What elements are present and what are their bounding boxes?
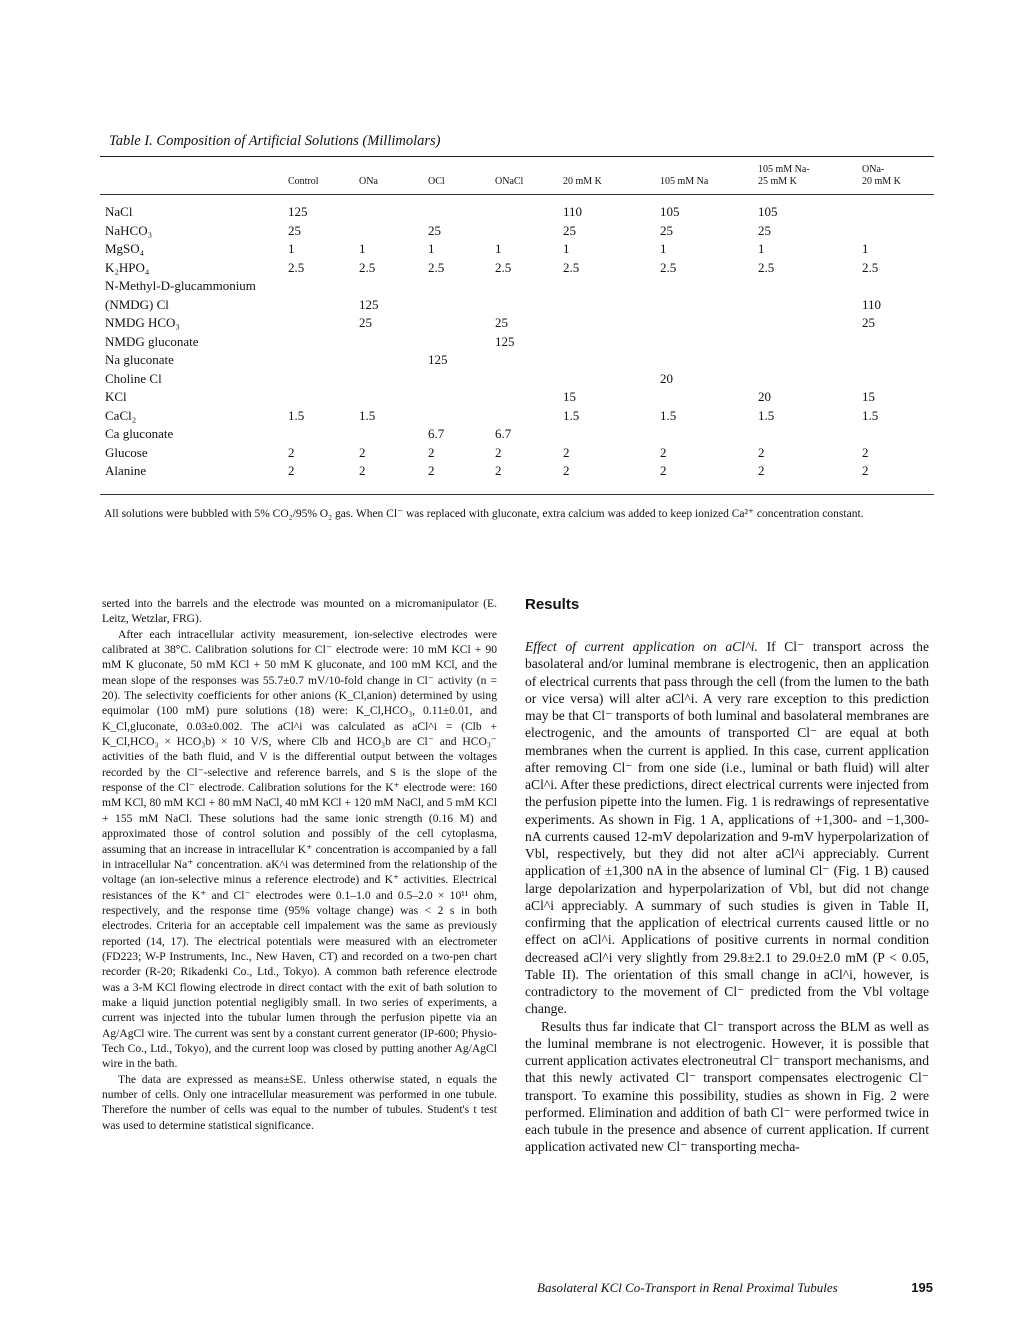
row-label: NMDG gluconate <box>105 333 199 349</box>
table-cell: 2 <box>660 444 667 460</box>
table-cell <box>359 425 428 444</box>
table-cell <box>359 388 428 407</box>
table-cell <box>758 296 862 315</box>
table-cell <box>495 388 563 407</box>
table-cell <box>359 222 428 241</box>
table-cell <box>563 370 660 389</box>
table-row <box>100 222 934 241</box>
table-cell: 2.5 <box>359 259 376 275</box>
table-cell: 125 <box>428 352 448 367</box>
table-cell: 110 <box>563 204 583 219</box>
table-cell: 2 <box>660 463 667 478</box>
table-cell: 25 <box>563 222 576 238</box>
column-header: 20 mM K <box>563 164 660 195</box>
column-header: ONaCl <box>495 164 563 195</box>
table-cell: 1 <box>495 241 502 256</box>
table-cell <box>862 333 934 352</box>
table-cell: 105 <box>758 204 778 219</box>
table-cell: 2 <box>563 444 570 460</box>
table-cell <box>288 296 359 315</box>
table-cell: 105 <box>660 204 680 219</box>
table-row <box>100 259 934 278</box>
table-cell: 2 <box>428 444 435 460</box>
table-cell <box>495 407 563 426</box>
row-label: MgSO₄ <box>105 241 145 256</box>
table-cell <box>288 388 359 407</box>
table-cell <box>758 277 862 296</box>
table-cell <box>428 388 495 407</box>
row-label: (NMDG) Cl <box>105 296 169 312</box>
table-cell <box>862 195 934 222</box>
table-header-row <box>100 164 934 195</box>
table-cell <box>563 296 660 315</box>
table-cell <box>660 351 758 370</box>
table-cell: 25 <box>495 315 508 330</box>
row-label: NaHCO₃ <box>105 222 153 238</box>
row-label: KCl <box>105 389 127 404</box>
paragraph: The data are expressed as means±SE. Unless otherwise stated, n equals the number of cells. Only one intracellular measurement was performed in one tubule. Therefore the number of cells was equal to the number of tubules. Student's t test was used to determine statistical significance. <box>102 1072 497 1132</box>
table-cell <box>359 277 428 296</box>
column-header: ONa- 20 mM K <box>862 164 934 195</box>
table-cell: 1 <box>758 241 765 256</box>
run-in-heading: Effect of current application on aCl^i. <box>525 639 758 654</box>
table-cell: 2 <box>288 444 295 460</box>
table-cell <box>288 314 359 333</box>
table-cell <box>758 425 862 444</box>
paragraph <box>525 638 929 1018</box>
table-row <box>100 314 934 333</box>
table-cell <box>428 296 495 315</box>
row-label: K₂HPO₄ <box>105 259 150 275</box>
table-cell <box>758 333 862 352</box>
table-cell: 2 <box>758 463 765 478</box>
table-cell <box>563 351 660 370</box>
table-cell: 1.5 <box>563 407 580 423</box>
column-header: Control <box>288 164 359 195</box>
table-cell <box>862 425 934 444</box>
table-cell <box>862 222 934 241</box>
table-cell: 2 <box>758 444 765 460</box>
table-row <box>100 277 934 296</box>
table-cell <box>359 195 428 222</box>
table-cell: 1.5 <box>758 407 775 423</box>
table-cell <box>758 351 862 370</box>
table-cell: 25 <box>660 222 673 238</box>
table-cell <box>660 277 758 296</box>
table-row <box>100 462 934 481</box>
table-cell: 25 <box>288 222 301 238</box>
paragraph-text: If Cl⁻ transport across the basolateral and/or luminal membrane is electrogenic, then an application of electrical currents that pass through the cell (from the lumen to the bath or vice versa) will alter aCl^i. A very rare exception to this prediction may be that Cl⁻ transports of both luminal and basolateral membranes are electrogenic, and the amounts of transported Cl⁻ are equal at both membranes when the current is applied. In this case, current application after removing Cl⁻ from one side (i.e., luminal or bath fluid) will alter aCl^i. After these predictions, direct electrical currents were injected from the perfusion pipette into the lumen. Fig. 1 is redrawings of representative experiments. As shown in Fig. 1 A, applications of +1,300- and −1,300-nA currents caused 12-mV depolarization and 9-mV hyperpolarization of Vbl, respectively, but they did not alter aCl^i appreciably. Current application of ±1,300 nA in the absence of luminal Cl⁻ (Fig. 1 B) caused large depolarization and hyperpolarization of Vbl, but did not change aCl^i appreciably. A summary of such studies is given in Table II, confirming that the application of electrical currents caused little or no effect on aCl^i. Applications of positive currents in normal condition decreased aCl^i very slightly from 29.8±2.1 to 29.0±2.0 mM (P < 0.05, Table II). The orientation of this small change in aCl^i, however, is contradictory to the movement of Cl⁻ predicted from the Vbl voltage change. <box>525 639 929 1017</box>
row-label: NaCl <box>105 204 133 219</box>
left-column <box>102 596 497 1133</box>
table-cell <box>758 314 862 333</box>
table-cell <box>495 296 563 315</box>
table-cell <box>359 333 428 352</box>
column-header: 105 mM Na <box>660 164 758 195</box>
table-caption: Table I. Composition of Artificial Solutions (Millimolars) <box>109 133 441 149</box>
table-cell <box>660 296 758 315</box>
row-label: Ca gluconate <box>105 426 174 441</box>
table-top-rule <box>100 156 934 157</box>
table-cell: 6.7 <box>495 426 512 441</box>
paragraph: Results thus far indicate that Cl⁻ transport across the BLM as well as the luminal membrane is not electrogenic. However, it is possible that current application activates electroneutral Cl⁻ transport mechanisms, and that this newly activated Cl⁻ transport compensates electrogenic Cl⁻ transport. To examine this possibility, studies as shown in Fig. 2 were performed. Elimination and addition of bath Cl⁻ were performed twice in each tubule in the presence and absence of current application. If current application activated new Cl⁻ transporting mecha- <box>525 1018 929 1155</box>
table-cell <box>862 277 934 296</box>
table-cell: 25 <box>359 315 372 330</box>
row-label: Glucose <box>105 444 148 460</box>
table-cell <box>288 333 359 352</box>
row-label: Alanine <box>105 463 147 478</box>
table-cell: 2 <box>428 463 435 478</box>
table-cell: 1.5 <box>359 407 376 423</box>
table-cell: 1 <box>862 241 869 256</box>
table-row <box>100 296 934 315</box>
table-cell <box>563 425 660 444</box>
table-row <box>100 388 934 407</box>
table-cell <box>359 351 428 370</box>
table-cell <box>495 370 563 389</box>
table-cell: 2.5 <box>495 259 512 275</box>
running-title: Basolateral KCl Co-Transport in Renal Proximal Tubules <box>537 1280 838 1295</box>
table-cell: 2 <box>563 463 570 478</box>
table-row <box>100 407 934 426</box>
table-cell <box>495 277 563 296</box>
table-cell <box>288 277 359 296</box>
page-footer <box>537 1280 933 1296</box>
table-cell <box>660 425 758 444</box>
table-cell <box>359 370 428 389</box>
composition-table <box>100 164 934 481</box>
table-cell: 2.5 <box>758 259 775 275</box>
table-cell: 1 <box>428 241 435 256</box>
row-label: Choline Cl <box>105 370 162 386</box>
row-label: N-Methyl-D-glucammonium <box>105 278 256 293</box>
section-heading: Results <box>525 596 580 613</box>
paragraph: After each intracellular activity measurement, ion-selective electrodes were calibrated at 38°C. Calibration solutions for Cl⁻ electrode were: 10 mM KCl + 90 mM K gluconate, 50 mM KCl + 50 mM K gluconate, and 100 mM KCl, and the mean slope of the responses was 55.7±0.7 mV/10-fold change in Cl⁻ activity (n = 20). The selectivity coefficients for other anions (K_Cl,anion) determined by using equimolar (100 mM) pure solutions (18) were: K_Cl,HCO₃, 0.11±0.01, and K_Cl,gluconate, 0.03±0.002. The aCl^i was calculated as aCl^i = (Clb + K_Cl,HCO₃ × HCO₃b) × 10 V/S, where Clb and HCO₃b are Cl⁻ and HCO₃⁻ activities of the bath fluid, and V is the differential output between the voltages recorded by the Cl⁻-selective and reference barrels, and S is the slope of the response of the Cl⁻ electrode. Calibration solutions for the K⁺ electrode were: 160 mM KCl, 80 mM KCl + 80 mM NaCl, 40 mM KCl + 120 mM NaCl, and 5 mM KCl + 155 mM NaCl. These solutions had the same ionic strength (0.16 M) and approximated those of control solution and possibly of the cell cytoplasma, assuming that an increase in intracellular K⁺ concentration is accompanied by a fall in intracellular Na⁺ concentration. aK^i was determined from the relationship of the voltage (an ion-selective minus a reference electrode) and K⁺ activities. Electrical resistances of the K⁺ and Cl⁻ electrodes were 0.1–1.0 and 0.5–2.0 × 10¹¹ ohm, respectively, and the response time (95% voltage change) was < 2 s in both electrodes. Criteria for an acceptable cell impalement was the same as previously reported (14, 17). The electrical potentials were measured with an electrometer (FD223; W-P Instruments, Inc., New Haven, CT) and recorded on a two-pen chart recorder (R-20; Rikadenki Co., Ltd., Tokyo). A common bath reference electrode was a 3-M KCl flowing electrode in direct contact with the exit of bath solution to make a liquid junction potential negligibly small. In two series of experiments, a current was injected into the tubular lumen through the perfusion pipette via an Ag/AgCl wire. The current was sent by a constant current generator (IP-600; Physio-Tech Co., Ltd., Tokyo), and the current loop was closed by putting another Ag/AgCl wire in the bath. <box>102 627 497 1071</box>
table-cell: 2 <box>359 444 366 460</box>
table-cell: 1 <box>660 241 667 256</box>
right-column <box>525 638 929 1156</box>
table-cell <box>862 351 934 370</box>
table-cell: 125 <box>359 296 379 312</box>
table-cell <box>660 314 758 333</box>
table-cell: 1 <box>359 241 366 256</box>
table-row <box>100 240 934 259</box>
table-cell <box>660 388 758 407</box>
table-cell: 2.5 <box>862 259 879 275</box>
table-cell: 125 <box>495 333 515 349</box>
table-cell: 1.5 <box>288 407 305 423</box>
table-cell <box>495 222 563 241</box>
row-label: Na gluconate <box>105 352 174 367</box>
table-cell <box>428 314 495 333</box>
table-cell <box>428 277 495 296</box>
page-number: 195 <box>911 1280 933 1295</box>
table-cell <box>563 277 660 296</box>
table-cell <box>428 407 495 426</box>
table-cell: 20 <box>758 389 771 404</box>
table-cell <box>428 195 495 222</box>
table-cell <box>660 333 758 352</box>
table-cell <box>428 333 495 352</box>
table-cell: 1 <box>288 241 295 256</box>
table-cell <box>288 370 359 389</box>
table-cell: 1.5 <box>660 407 677 423</box>
table-cell: 20 <box>660 370 673 386</box>
table-cell: 2.5 <box>563 259 580 275</box>
table-cell: 2 <box>359 463 366 478</box>
column-header: OCl <box>428 164 495 195</box>
column-header: ONa <box>359 164 428 195</box>
table-cell <box>288 425 359 444</box>
table-cell <box>495 351 563 370</box>
table-cell <box>758 370 862 389</box>
table-cell: 2 <box>862 463 869 478</box>
table-cell <box>563 333 660 352</box>
column-header <box>100 164 288 195</box>
paragraph: serted into the barrels and the electrode was mounted on a micromanipulator (E. Leitz, Wetzlar, FRG). <box>102 597 497 626</box>
column-header: 105 mM Na- 25 mM K <box>758 164 862 195</box>
table-cell <box>563 314 660 333</box>
table-bottom-rule <box>100 494 934 495</box>
table-cell: 15 <box>563 389 576 404</box>
table-cell: 25 <box>758 222 771 238</box>
table-row <box>100 351 934 370</box>
table-cell <box>495 195 563 222</box>
row-label: NMDG HCO₃ <box>105 315 180 330</box>
table-cell: 110 <box>862 296 882 312</box>
table-row <box>100 195 934 222</box>
table-cell: 1.5 <box>862 407 879 423</box>
table-row <box>100 370 934 389</box>
table-row <box>100 444 934 463</box>
table-cell: 2.5 <box>288 259 305 275</box>
table-cell: 125 <box>288 204 308 219</box>
table-cell: 6.7 <box>428 426 445 441</box>
table-row <box>100 425 934 444</box>
table-footnote: All solutions were bubbled with 5% CO₂/95% O₂ gas. When Cl⁻ was replaced with gluconate, extra calcium was added to keep ionized Ca²⁺ concentration constant. <box>104 508 864 520</box>
table-cell <box>288 351 359 370</box>
table-body <box>100 195 934 481</box>
table-cell <box>428 370 495 389</box>
table-row <box>100 333 934 352</box>
table-cell: 1 <box>563 241 570 256</box>
table-cell: 2 <box>495 463 502 478</box>
table-cell: 2 <box>495 444 502 460</box>
table-cell: 2 <box>862 444 869 460</box>
table-cell: 25 <box>428 222 441 238</box>
table-cell: 25 <box>862 315 875 330</box>
row-label: CaCl₂ <box>105 407 137 423</box>
table-cell: 2 <box>288 463 295 478</box>
table-cell: 2.5 <box>428 259 445 275</box>
table-cell: 15 <box>862 389 875 404</box>
table-cell <box>862 370 934 389</box>
table-cell: 2.5 <box>660 259 677 275</box>
